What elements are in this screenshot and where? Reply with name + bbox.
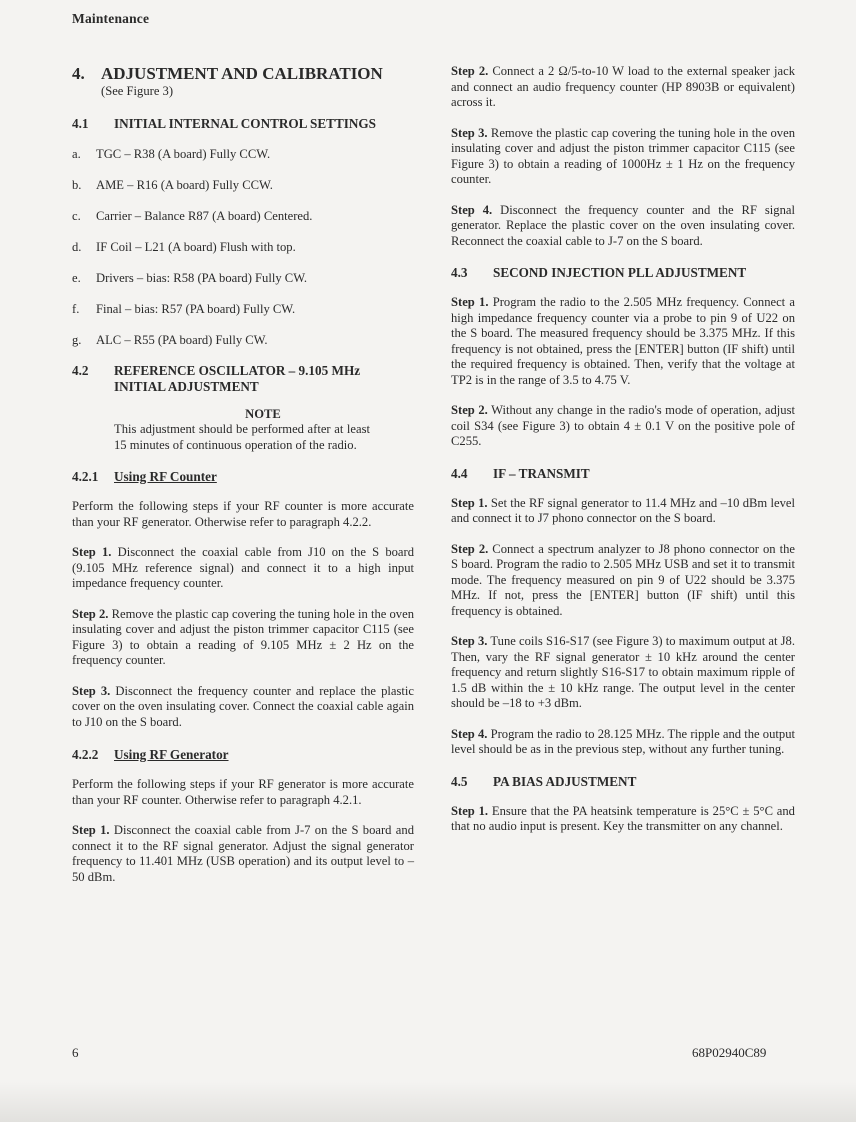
step-paragraph — [451, 295, 795, 388]
figure-reference: (See Figure 3) — [101, 84, 174, 98]
list-text: ALC – R55 (PA board) Fully CW. — [96, 333, 268, 347]
section-title: IF – TRANSMIT — [493, 465, 590, 481]
step-paragraph — [72, 607, 414, 669]
list-item — [72, 178, 414, 193]
step-paragraph — [451, 126, 795, 188]
step-paragraph — [451, 403, 795, 450]
step-label: Step 4. — [451, 726, 488, 741]
note-title: NOTE — [245, 407, 281, 421]
step-paragraph — [451, 727, 795, 758]
section-title: Using RF Counter — [114, 469, 217, 484]
list-item — [72, 302, 414, 317]
section-number: 4.2 — [72, 363, 89, 378]
paragraph-intro: Perform the following steps if your RF generator is more accurate than your RF counter. Otherwise refer to paragraph 4.2.1. — [72, 777, 414, 807]
list-text: AME – R16 (A board) Fully CCW. — [96, 178, 273, 192]
list-text: TGC – R38 (A board) Fully CCW. — [96, 147, 271, 161]
section-number: 4.3 — [451, 265, 468, 280]
section-4-2-1-heading — [72, 469, 414, 485]
section-title: ADJUSTMENT AND CALIBRATION — [101, 64, 383, 83]
list-text: Final – bias: R57 (PA board) Fully CW. — [96, 302, 296, 316]
section-title: Using RF Generator — [114, 747, 229, 762]
step-text: Disconnect the frequency counter and the RF signal generator. Replace the plastic cover on the oven insulating cover. Reconnect the coaxial cable to J-7 on the S board. — [451, 202, 795, 248]
list-letter: f. — [72, 302, 80, 316]
step-label: Step 1. — [72, 545, 112, 559]
step-label: Step 3. — [451, 125, 488, 140]
step-label: Step 2. — [72, 606, 109, 621]
running-header: Maintenance — [72, 11, 150, 26]
step-text: Connect a spectrum analyzer to J8 phono connector on the S board. Program the radio to 2.505 MHz USB and set it to transmit mode. The frequency measured on pin 9 of U22 should be 3.375 MHz. If not, press the [ENTER] button (IF shift) until this frequency is obtained. — [451, 541, 795, 618]
section-title: INITIAL INTERNAL CONTROL SETTINGS — [114, 116, 377, 131]
section-number: 4. — [72, 64, 85, 83]
step-paragraph — [72, 684, 414, 731]
step-paragraph — [451, 542, 795, 620]
step-label: Step 3. — [72, 683, 111, 698]
step-label: Step 1. — [451, 495, 488, 510]
paragraph-intro: Perform the following steps if your RF counter is more accurate than your RF generator. Otherwise refer to paragraph 4.2.2. — [72, 499, 414, 529]
step-text: Ensure that the PA heatsink temperature is 25°C ± 5°C and that no audio input is present. Key the transmitter on any channel. — [451, 803, 795, 833]
left-column — [72, 64, 414, 885]
list-item — [72, 240, 414, 255]
list-text: Carrier – Balance R87 (A board) Centered. — [96, 209, 313, 223]
step-label: Step 2. — [451, 64, 489, 78]
section-4-2-2-heading — [72, 747, 414, 763]
section-4-5-heading — [451, 774, 795, 790]
step-text: Disconnect the coaxial cable from J10 on the S board (9.105 MHz reference signal) and connect it to a high input impedance frequency counter. — [72, 545, 414, 590]
section-number: 4.4 — [451, 465, 468, 481]
step-label: Step 2. — [451, 403, 488, 417]
section-number: 4.2.2 — [72, 747, 99, 762]
step-text: Connect a 2 Ω/5-to-10 W load to the external speaker jack and connect an audio frequency counter (HP 8903B or equivalent) across it. — [451, 64, 795, 109]
right-column — [451, 64, 795, 835]
control-settings-list — [72, 147, 414, 348]
list-letter: e. — [72, 271, 81, 285]
section-4-heading — [72, 64, 414, 84]
step-text: Program the radio to the 2.505 MHz frequency. Connect a high impedance frequency counter via a probe to pin 9 of U22 on the S board. The measured frequency should be 3.375 MHz. If this frequency is not obtained, press the [ENTER] button (IF shift) until the required frequency is obtained. Then, verify that the voltage at TP2 is in the range of 3.5 to 4.75 V. — [451, 295, 795, 387]
section-number: 4.5 — [451, 773, 468, 789]
step-paragraph — [451, 64, 795, 111]
step-label: Step 1. — [451, 295, 489, 309]
step-paragraph — [72, 823, 414, 885]
step-text: Disconnect the frequency counter and replace the plastic cover on the oven insulating cover. Connect the coaxial cable again to J10 on the S board. — [72, 683, 414, 729]
list-letter: g. — [72, 333, 82, 347]
section-title: SECOND INJECTION PLL ADJUSTMENT — [493, 265, 747, 280]
step-paragraph — [451, 634, 795, 712]
list-letter: b. — [72, 178, 82, 192]
list-letter: a. — [72, 147, 81, 161]
step-label: Step 1. — [72, 823, 110, 837]
scan-shadow — [0, 1082, 856, 1122]
section-4-1-heading — [72, 116, 414, 132]
step-text: Tune coils S16-S17 (see Figure 3) to maximum output at J8. Then, vary the RF signal generator ± 10 kHz around the center frequency and return slightly S16-S17 to obtain maximum ripple of 1.5 dB within the ± 10 kHz range. The output level in the center should be –18 to +3 dBm. — [451, 634, 796, 710]
list-item — [72, 209, 414, 224]
step-label: Step 1. — [451, 803, 489, 818]
section-4-2-heading — [72, 363, 414, 395]
step-paragraph — [451, 203, 795, 250]
step-label: Step 4. — [451, 202, 493, 217]
step-text: Without any change in the radio's mode of operation, adjust coil S34 (see Figure 3) to obtain 4 ± 0.1 V on the positive pole of C255. — [451, 403, 796, 448]
step-text: Set the RF signal generator to 11.4 MHz and –10 dBm level and connect it to J7 phono connector on the S board. — [451, 495, 795, 525]
section-number: 4.2.1 — [72, 469, 99, 484]
section-4-3-heading — [451, 265, 795, 281]
step-text: Program the radio to 28.125 MHz. The ripple and the output level should be as in the previous step, without any further tuning. — [451, 726, 795, 756]
step-text: Remove the plastic cap covering the tuning hole in the oven insulating cover and adjust the piston trimmer capacitor C115 (see Figure 3) to obtain a reading of 1000Hz ± 1 Hz on the frequency counter. — [451, 125, 795, 186]
step-label: Step 2. — [451, 541, 489, 556]
section-4-4-heading — [451, 466, 795, 482]
list-letter: d. — [72, 240, 82, 254]
step-text: Disconnect the coaxial cable from J-7 on the S board and connect it to the RF signal generator. Adjust the signal generator frequency to 11.401 MHz (USB operation) and its output level to –50 dBm. — [72, 823, 414, 884]
list-item — [72, 271, 414, 286]
step-paragraph — [451, 804, 795, 835]
step-paragraph — [72, 545, 414, 592]
step-text: Remove the plastic cap covering the tuning hole in the oven insulating cover and adjust the piston trimmer capacitor C115 (see Figure 3) to obtain a reading of 9.105 MHz ± 2 Hz on the frequency counter. — [72, 606, 414, 667]
list-text: IF Coil – L21 (A board) Flush with top. — [96, 240, 296, 254]
list-text: Drivers – bias: R58 (PA board) Fully CW. — [96, 271, 308, 285]
list-item — [72, 333, 414, 348]
note-body: This adjustment should be performed after at least 15 minutes of continuous operation of the radio. — [114, 422, 370, 452]
section-title: REFERENCE OSCILLATOR – 9.105 MHz INITIAL ADJUSTMENT — [114, 363, 361, 394]
document-id: 68P02940C89 — [692, 1045, 767, 1060]
step-label: Step 3. — [451, 634, 488, 648]
section-number: 4.1 — [72, 116, 89, 131]
list-item — [72, 147, 414, 162]
section-title: PA BIAS ADJUSTMENT — [493, 773, 637, 789]
step-paragraph — [451, 496, 795, 527]
page-number: 6 — [72, 1045, 79, 1060]
list-letter: c. — [72, 209, 81, 223]
